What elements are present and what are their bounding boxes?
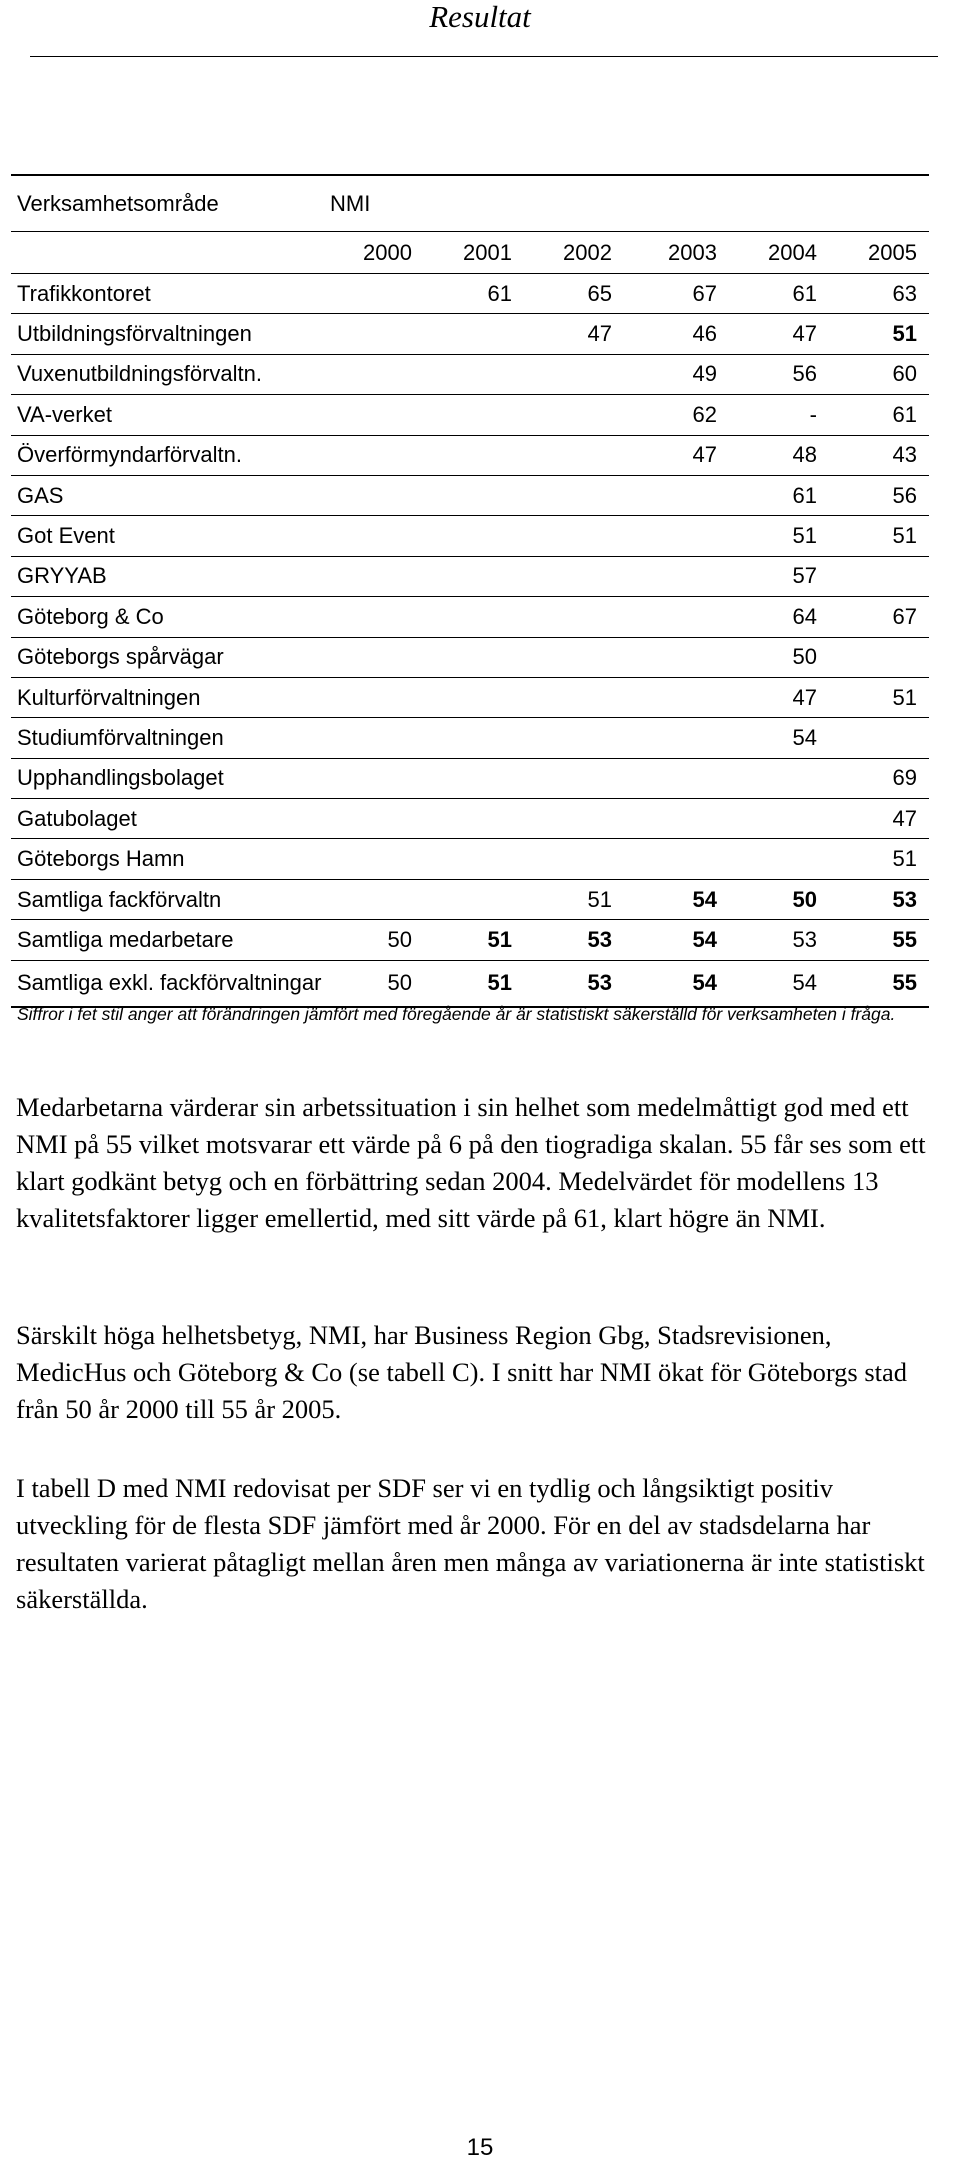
nmi-value xyxy=(524,516,624,556)
nmi-value xyxy=(324,435,424,475)
table-row xyxy=(11,314,929,354)
nmi-value: 50 xyxy=(324,920,424,960)
nmi-value: 54 xyxy=(624,879,729,919)
nmi-value: 48 xyxy=(729,435,829,475)
nmi-value xyxy=(829,718,929,758)
nmi-value: 51 xyxy=(829,839,929,879)
row-name: Utbildningsförvaltningen xyxy=(11,314,324,354)
nmi-value xyxy=(624,475,729,515)
column-label: Verksamhetsområde xyxy=(11,175,324,232)
nmi-value: 43 xyxy=(829,435,929,475)
nmi-value xyxy=(624,597,729,637)
nmi-value: 67 xyxy=(829,597,929,637)
table-row xyxy=(11,718,929,758)
nmi-value xyxy=(324,718,424,758)
nmi-value: 53 xyxy=(829,879,929,919)
nmi-value xyxy=(424,637,524,677)
nmi-value: 61 xyxy=(424,274,524,314)
nmi-value: 63 xyxy=(829,274,929,314)
nmi-value xyxy=(524,758,624,798)
nmi-value: 51 xyxy=(829,516,929,556)
nmi-value xyxy=(424,354,524,394)
nmi-value: 57 xyxy=(729,556,829,596)
nmi-value xyxy=(324,597,424,637)
row-name: Samtliga fackförvaltn xyxy=(11,879,324,919)
nmi-value: 53 xyxy=(524,920,624,960)
nmi-value: 64 xyxy=(729,597,829,637)
nmi-value xyxy=(524,677,624,717)
nmi-value xyxy=(624,516,729,556)
table-row xyxy=(11,597,929,637)
row-name: Samtliga medarbetare xyxy=(11,920,324,960)
nmi-value xyxy=(424,475,524,515)
table-row xyxy=(11,879,929,919)
nmi-value: 53 xyxy=(524,960,624,1007)
table-row xyxy=(11,637,929,677)
paragraph-3: I tabell D med NMI redovisat per SDF ser vi en tydlig och långsiktigt positiv utveckling för de flesta SDF jämfört med år 2000. För en del av stadsdelarna har resultaten varierat påtagligt mellan åren men många av variationerna är inte statistiskt säkerställda. xyxy=(16,1473,925,1614)
nmi-value xyxy=(624,677,729,717)
nmi-value xyxy=(729,758,829,798)
year-header: 2003 xyxy=(624,232,729,274)
nmi-value xyxy=(324,637,424,677)
nmi-value xyxy=(424,718,524,758)
page-number: 15 xyxy=(466,2134,494,2161)
nmi-value xyxy=(624,637,729,677)
table-note: Siffror i fet stil anger att förändringen jämfört med föregående år är statistiskt säkerställd för verksamheten i fråga. xyxy=(17,1004,896,1024)
nmi-value: 55 xyxy=(829,960,929,1007)
year-header: 2002 xyxy=(524,232,624,274)
years-row xyxy=(11,232,929,274)
nmi-value: 47 xyxy=(524,314,624,354)
nmi-value: 51 xyxy=(524,879,624,919)
years-row-empty xyxy=(11,232,324,274)
nmi-value xyxy=(424,597,524,637)
nmi-value xyxy=(524,556,624,596)
table-row xyxy=(11,839,929,879)
nmi-value xyxy=(424,395,524,435)
nmi-value: 46 xyxy=(624,314,729,354)
nmi-value xyxy=(324,556,424,596)
page-header xyxy=(0,0,960,34)
nmi-value xyxy=(524,395,624,435)
table-row xyxy=(11,395,929,435)
year-header: 2001 xyxy=(424,232,524,274)
nmi-value xyxy=(324,677,424,717)
table-row xyxy=(11,475,929,515)
row-name: VA-verket xyxy=(11,395,324,435)
nmi-value: 53 xyxy=(729,920,829,960)
nmi-value xyxy=(624,839,729,879)
row-name: Trafikkontoret xyxy=(11,274,324,314)
nmi-value xyxy=(524,475,624,515)
row-name: Gatubolaget xyxy=(11,799,324,839)
nmi-value xyxy=(324,758,424,798)
nmi-value: 55 xyxy=(829,920,929,960)
nmi-table xyxy=(11,174,929,1008)
nmi-value: 54 xyxy=(624,960,729,1007)
nmi-value xyxy=(424,677,524,717)
nmi-value: 62 xyxy=(624,395,729,435)
nmi-value xyxy=(324,839,424,879)
nmi-value: 54 xyxy=(624,920,729,960)
row-name: Got Event xyxy=(11,516,324,556)
nmi-value: 65 xyxy=(524,274,624,314)
row-name: Samtliga exkl. fackförvaltningar xyxy=(11,960,324,1007)
table-header-row xyxy=(11,175,929,232)
nmi-value: 60 xyxy=(829,354,929,394)
header-title: Resultat xyxy=(429,0,531,34)
nmi-value xyxy=(424,879,524,919)
nmi-value xyxy=(524,435,624,475)
nmi-value: 47 xyxy=(624,435,729,475)
nmi-value: 50 xyxy=(729,879,829,919)
table-row xyxy=(11,758,929,798)
nmi-value: 51 xyxy=(729,516,829,556)
nmi-value xyxy=(624,718,729,758)
nmi-value xyxy=(324,879,424,919)
nmi-value xyxy=(424,516,524,556)
nmi-value xyxy=(424,314,524,354)
nmi-value xyxy=(524,839,624,879)
nmi-value: 47 xyxy=(829,799,929,839)
nmi-value xyxy=(324,314,424,354)
row-name: Studiumförvaltningen xyxy=(11,718,324,758)
table-row xyxy=(11,920,929,960)
nmi-value: 51 xyxy=(829,314,929,354)
header-rule xyxy=(30,56,938,57)
row-name: GAS xyxy=(11,475,324,515)
nmi-value: 61 xyxy=(829,395,929,435)
row-name: Göteborgs Hamn xyxy=(11,839,324,879)
year-header: 2004 xyxy=(729,232,829,274)
nmi-value: 51 xyxy=(424,960,524,1007)
nmi-value xyxy=(524,718,624,758)
nmi-value xyxy=(324,799,424,839)
nmi-value xyxy=(729,839,829,879)
row-name: Överförmyndarförvaltn. xyxy=(11,435,324,475)
nmi-value: 47 xyxy=(729,677,829,717)
nmi-value xyxy=(424,435,524,475)
nmi-value: 47 xyxy=(729,314,829,354)
nmi-value xyxy=(424,799,524,839)
nmi-value: 61 xyxy=(729,274,829,314)
row-name: Göteborgs spårvägar xyxy=(11,637,324,677)
nmi-value xyxy=(829,556,929,596)
paragraph-2: Särskilt höga helhetsbetyg, NMI, har Business Region Gbg, Stadsrevisionen, MedicHus och Göteborg & Co (se tabell C). I snitt har NMI ökat för Göteborgs stad från 50 år 2000 till 55 år 2005. xyxy=(16,1320,908,1424)
nmi-value: 61 xyxy=(729,475,829,515)
nmi-value: 56 xyxy=(829,475,929,515)
table-row xyxy=(11,354,929,394)
paragraph-1: Medarbetarna värderar sin arbetssituation i sin helhet som medelmåttigt god med ett NMI på 55 vilket motsvarar ett värde på 6 på den tiogradiga skalan. 55 får ses som ett klart godkänt betyg och en förbättring sedan 2004. Medelvärdet för modellens 13 kvalitetsfaktorer ligger emellertid, med sitt värde på 61, klart högre än NMI. xyxy=(16,1092,926,1233)
nmi-value: 67 xyxy=(624,274,729,314)
nmi-value: 56 xyxy=(729,354,829,394)
nmi-value: - xyxy=(729,395,829,435)
nmi-value xyxy=(524,597,624,637)
nmi-value xyxy=(524,354,624,394)
nmi-value xyxy=(324,274,424,314)
nmi-value: 54 xyxy=(729,718,829,758)
metric-label: NMI xyxy=(324,175,929,232)
row-name: Göteborg & Co xyxy=(11,597,324,637)
nmi-value xyxy=(324,475,424,515)
nmi-value xyxy=(524,637,624,677)
nmi-value xyxy=(424,556,524,596)
nmi-value xyxy=(324,395,424,435)
row-name: GRYYAB xyxy=(11,556,324,596)
nmi-value xyxy=(729,799,829,839)
table-row xyxy=(11,556,929,596)
nmi-value: 51 xyxy=(424,920,524,960)
nmi-value xyxy=(324,354,424,394)
nmi-value xyxy=(624,799,729,839)
table-row xyxy=(11,799,929,839)
year-header: 2000 xyxy=(324,232,424,274)
row-name: Kulturförvaltningen xyxy=(11,677,324,717)
nmi-value xyxy=(624,556,729,596)
table-row xyxy=(11,435,929,475)
year-header: 2005 xyxy=(829,232,929,274)
nmi-value: 51 xyxy=(829,677,929,717)
row-name: Vuxenutbildningsförvaltn. xyxy=(11,354,324,394)
table-row xyxy=(11,516,929,556)
row-name: Upphandlingsbolaget xyxy=(11,758,324,798)
nmi-value xyxy=(424,758,524,798)
nmi-value xyxy=(324,516,424,556)
nmi-value xyxy=(524,799,624,839)
nmi-value: 69 xyxy=(829,758,929,798)
nmi-value: 54 xyxy=(729,960,829,1007)
table-row xyxy=(11,274,929,314)
nmi-value: 50 xyxy=(324,960,424,1007)
table-row xyxy=(11,677,929,717)
nmi-value xyxy=(424,839,524,879)
table-row xyxy=(11,960,929,1007)
nmi-value xyxy=(829,637,929,677)
nmi-value xyxy=(624,758,729,798)
nmi-value: 50 xyxy=(729,637,829,677)
nmi-value: 49 xyxy=(624,354,729,394)
